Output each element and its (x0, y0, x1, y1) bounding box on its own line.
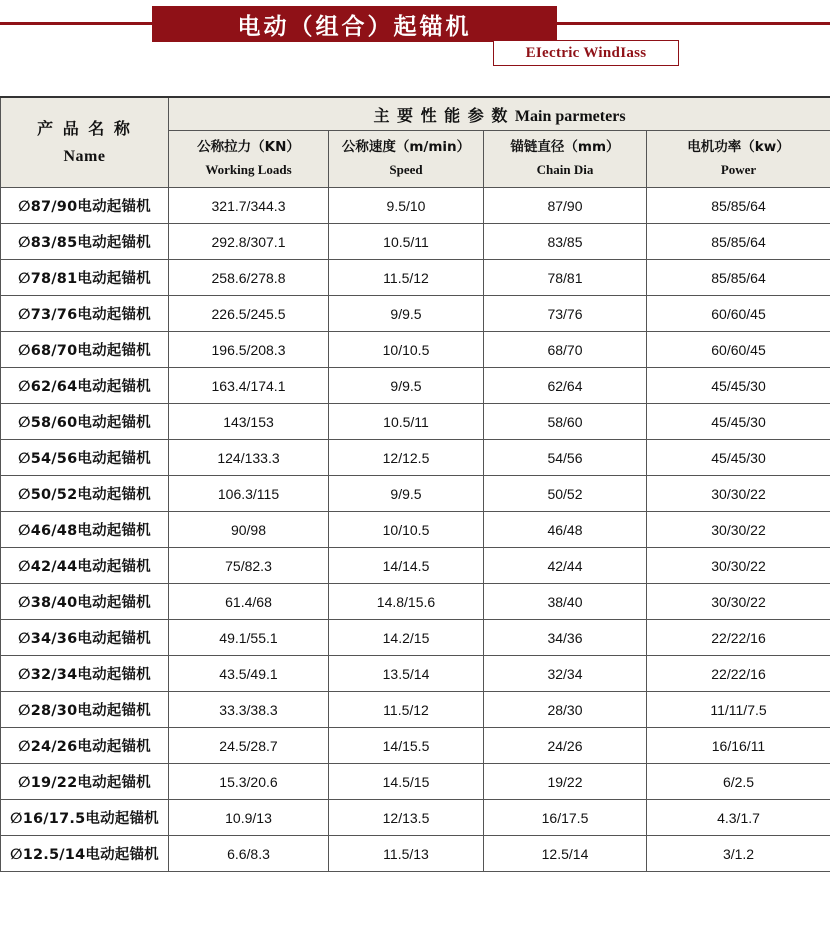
table-row (1, 332, 830, 368)
page-title-cn: 电动（组合）起锚机 (237, 13, 472, 40)
cell-chain-dia: 83/85 (484, 224, 647, 260)
cell-chain-dia: 58/60 (484, 404, 647, 440)
cell-working-loads: 61.4/68 (169, 584, 329, 620)
cell-working-loads: 75/82.3 (169, 548, 329, 584)
cell-chain-dia: 62/64 (484, 368, 647, 404)
table-row (1, 620, 830, 656)
cell-working-loads: 226.5/245.5 (169, 296, 329, 332)
cell-working-loads: 10.9/13 (169, 800, 329, 836)
cell-power: 3/1.2 (647, 836, 830, 872)
table-row (1, 476, 830, 512)
cell-working-loads: 163.4/174.1 (169, 368, 329, 404)
cell-chain-dia: 32/34 (484, 656, 647, 692)
table-row (1, 512, 830, 548)
column-header-name-cn: 产 品 名 称 (37, 119, 132, 139)
cell-power: 30/30/22 (647, 548, 830, 584)
cell-speed: 14.2/15 (329, 620, 484, 656)
table-body (1, 188, 830, 872)
cell-speed: 14.5/15 (329, 764, 484, 800)
cell-power: 22/22/16 (647, 656, 830, 692)
table-row (1, 548, 830, 584)
cell-product-name: ∅83/85电动起锚机 (1, 224, 169, 260)
title-rule-left (0, 22, 152, 25)
cell-power: 4.3/1.7 (647, 800, 830, 836)
cell-working-loads: 258.6/278.8 (169, 260, 329, 296)
cell-power: 16/16/11 (647, 728, 830, 764)
cell-power: 85/85/64 (647, 260, 830, 296)
cell-speed: 9/9.5 (329, 296, 484, 332)
cell-product-name: ∅19/22电动起锚机 (1, 764, 169, 800)
cell-chain-dia: 34/36 (484, 620, 647, 656)
table-header (1, 97, 830, 188)
column-header-speed-cn: 公称速度（m/min） (341, 138, 471, 155)
cell-product-name: ∅54/56电动起锚机 (1, 440, 169, 476)
column-header-working-loads (169, 131, 329, 188)
column-header-chain-dia-cn: 锚链直径（mm） (510, 138, 620, 155)
cell-product-name: ∅50/52电动起锚机 (1, 476, 169, 512)
table-row (1, 836, 830, 872)
cell-product-name: ∅16/17.5电动起锚机 (1, 800, 169, 836)
column-header-speed (329, 131, 484, 188)
table-row (1, 800, 830, 836)
cell-power: 22/22/16 (647, 620, 830, 656)
title-banner (0, 0, 830, 96)
cell-product-name: ∅73/76电动起锚机 (1, 296, 169, 332)
cell-product-name: ∅78/81电动起锚机 (1, 260, 169, 296)
cell-chain-dia: 28/30 (484, 692, 647, 728)
cell-product-name: ∅24/26电动起锚机 (1, 728, 169, 764)
cell-chain-dia: 46/48 (484, 512, 647, 548)
title-bar (152, 6, 557, 42)
group-header-cn: 主 要 性 能 参 数 (373, 105, 509, 125)
cell-power: 45/45/30 (647, 440, 830, 476)
cell-product-name: ∅87/90电动起锚机 (1, 188, 169, 224)
column-header-name (1, 97, 169, 188)
cell-product-name: ∅28/30电动起锚机 (1, 692, 169, 728)
column-header-working-loads-en: Working Loads (205, 162, 292, 178)
table-row (1, 368, 830, 404)
cell-speed: 10/10.5 (329, 332, 484, 368)
cell-chain-dia: 42/44 (484, 548, 647, 584)
cell-speed: 13.5/14 (329, 656, 484, 692)
cell-chain-dia: 16/17.5 (484, 800, 647, 836)
cell-chain-dia: 12.5/14 (484, 836, 647, 872)
cell-product-name: ∅42/44电动起锚机 (1, 548, 169, 584)
cell-power: 85/85/64 (647, 188, 830, 224)
table-row (1, 692, 830, 728)
cell-power: 30/30/22 (647, 476, 830, 512)
table-row (1, 584, 830, 620)
column-header-power-en: Power (720, 162, 757, 178)
cell-working-loads: 49.1/55.1 (169, 620, 329, 656)
cell-working-loads: 6.6/8.3 (169, 836, 329, 872)
cell-power: 30/30/22 (647, 512, 830, 548)
cell-product-name: ∅46/48电动起锚机 (1, 512, 169, 548)
group-header-main-parameters (169, 97, 830, 131)
cell-chain-dia: 78/81 (484, 260, 647, 296)
cell-chain-dia: 68/70 (484, 332, 647, 368)
column-header-power (647, 131, 830, 188)
cell-power: 60/60/45 (647, 332, 830, 368)
cell-working-loads: 106.3/115 (169, 476, 329, 512)
cell-product-name: ∅68/70电动起锚机 (1, 332, 169, 368)
table-row (1, 656, 830, 692)
cell-speed: 10.5/11 (329, 404, 484, 440)
cell-product-name: ∅12.5/14电动起锚机 (1, 836, 169, 872)
cell-working-loads: 90/98 (169, 512, 329, 548)
cell-speed: 11.5/13 (329, 836, 484, 872)
cell-product-name: ∅58/60电动起锚机 (1, 404, 169, 440)
cell-power: 6/2.5 (647, 764, 830, 800)
table-row (1, 296, 830, 332)
column-header-chain-dia (484, 131, 647, 188)
cell-product-name: ∅32/34电动起锚机 (1, 656, 169, 692)
cell-speed: 12/13.5 (329, 800, 484, 836)
cell-speed: 14.8/15.6 (329, 584, 484, 620)
cell-power: 45/45/30 (647, 368, 830, 404)
cell-speed: 9.5/10 (329, 188, 484, 224)
cell-product-name: ∅38/40电动起锚机 (1, 584, 169, 620)
table-row (1, 224, 830, 260)
specifications-table (0, 96, 830, 872)
cell-speed: 9/9.5 (329, 368, 484, 404)
cell-working-loads: 292.8/307.1 (169, 224, 329, 260)
cell-working-loads: 196.5/208.3 (169, 332, 329, 368)
cell-chain-dia: 54/56 (484, 440, 647, 476)
column-header-chain-dia-en: Chain Dia (536, 162, 594, 178)
cell-working-loads: 43.5/49.1 (169, 656, 329, 692)
cell-speed: 10/10.5 (329, 512, 484, 548)
cell-working-loads: 33.3/38.3 (169, 692, 329, 728)
title-rule-right (557, 22, 830, 25)
cell-chain-dia: 38/40 (484, 584, 647, 620)
cell-power: 30/30/22 (647, 584, 830, 620)
cell-power: 60/60/45 (647, 296, 830, 332)
cell-power: 85/85/64 (647, 224, 830, 260)
cell-chain-dia: 73/76 (484, 296, 647, 332)
cell-working-loads: 321.7/344.3 (169, 188, 329, 224)
page-title-en: EIectric WindIass (525, 44, 647, 61)
table-row (1, 404, 830, 440)
cell-speed: 12/12.5 (329, 440, 484, 476)
cell-chain-dia: 50/52 (484, 476, 647, 512)
cell-chain-dia: 87/90 (484, 188, 647, 224)
table-row (1, 260, 830, 296)
cell-working-loads: 24.5/28.7 (169, 728, 329, 764)
cell-speed: 11.5/12 (329, 692, 484, 728)
cell-chain-dia: 19/22 (484, 764, 647, 800)
cell-speed: 14/14.5 (329, 548, 484, 584)
column-header-speed-en: Speed (389, 162, 423, 178)
table-row (1, 188, 830, 224)
cell-speed: 9/9.5 (329, 476, 484, 512)
cell-product-name: ∅34/36电动起锚机 (1, 620, 169, 656)
table-row (1, 764, 830, 800)
table-row (1, 728, 830, 764)
cell-speed: 14/15.5 (329, 728, 484, 764)
column-header-working-loads-cn: 公称拉力（KN） (197, 138, 300, 155)
column-header-name-en: Name (63, 147, 106, 165)
cell-power: 11/11/7.5 (647, 692, 830, 728)
column-header-power-cn: 电机功率（kw） (687, 138, 790, 155)
cell-working-loads: 143/153 (169, 404, 329, 440)
table-row (1, 440, 830, 476)
cell-product-name: ∅62/64电动起锚机 (1, 368, 169, 404)
cell-speed: 10.5/11 (329, 224, 484, 260)
subtitle-box (493, 40, 679, 66)
cell-working-loads: 15.3/20.6 (169, 764, 329, 800)
group-header-en: Main parmeters (514, 107, 626, 125)
cell-speed: 11.5/12 (329, 260, 484, 296)
cell-working-loads: 124/133.3 (169, 440, 329, 476)
cell-chain-dia: 24/26 (484, 728, 647, 764)
cell-power: 45/45/30 (647, 404, 830, 440)
